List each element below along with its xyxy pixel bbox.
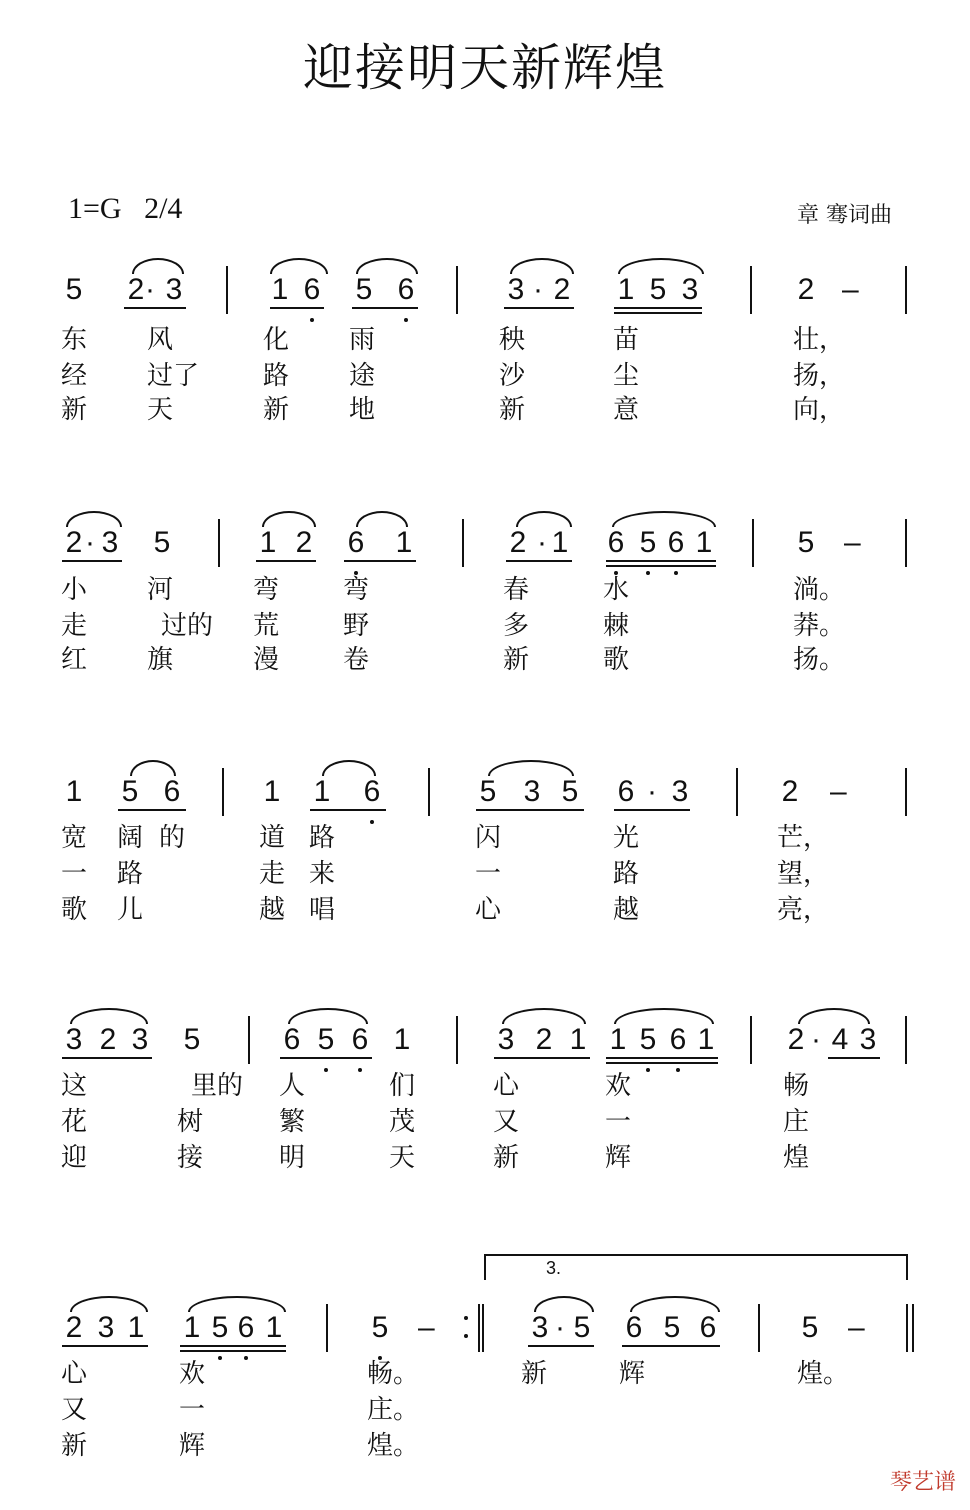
- note: 3: [681, 273, 699, 306]
- underline: [256, 560, 316, 562]
- underline: [614, 307, 702, 309]
- key-signature: [68, 192, 182, 226]
- note: ·: [555, 1311, 565, 1344]
- underline: [606, 1062, 718, 1064]
- note: 5: [639, 1023, 657, 1056]
- slur: [70, 1008, 148, 1024]
- note: 5: [649, 273, 667, 306]
- slur: [630, 1296, 720, 1312]
- lyric: 走: [61, 611, 88, 641]
- lyric: 辉: [179, 1431, 206, 1461]
- note: 2: [553, 273, 571, 306]
- note: 1: [617, 273, 635, 306]
- lyric: 河: [147, 575, 174, 605]
- lyric: 走: [259, 859, 286, 889]
- underline: [124, 307, 186, 309]
- lyric: 壮，: [793, 325, 846, 355]
- note: 1: [313, 775, 331, 808]
- note: 6: [669, 1023, 687, 1056]
- underline: [622, 1345, 720, 1347]
- note: 1: [183, 1311, 201, 1344]
- note: 2: [509, 526, 527, 559]
- slur: [488, 760, 574, 776]
- barline: [906, 1304, 908, 1352]
- lyric: 心: [475, 895, 502, 925]
- barline: [478, 1304, 480, 1352]
- note: 6: [351, 1023, 369, 1056]
- ending-label: 3.: [546, 1258, 562, 1278]
- note: 2: [65, 1311, 83, 1344]
- slur: [132, 258, 184, 274]
- lyric: 这: [61, 1071, 88, 1101]
- lyric: 们: [389, 1071, 416, 1101]
- lyric: 沙: [499, 361, 526, 391]
- note: 6: [283, 1023, 301, 1056]
- underline: [504, 307, 574, 309]
- lyric: 弯: [343, 575, 370, 605]
- lyric: 风: [147, 325, 174, 355]
- underline: [352, 307, 418, 309]
- note: 6: [617, 775, 635, 808]
- lyric: 过的: [161, 611, 214, 641]
- key-label: 1=G: [68, 192, 122, 225]
- lyric: 经: [61, 361, 88, 391]
- barline: [905, 519, 907, 567]
- lyric: 荒: [253, 611, 280, 641]
- note: 1: [127, 1311, 145, 1344]
- barline: [912, 1304, 914, 1352]
- song-title: 迎接明天新辉煌: [303, 39, 667, 97]
- note: ·: [145, 273, 155, 306]
- note: 1: [551, 526, 569, 559]
- lyric: 茂: [389, 1107, 416, 1137]
- barline: [758, 1304, 760, 1352]
- lyric: 里的: [191, 1071, 244, 1101]
- barline: [326, 1304, 328, 1352]
- dash: –: [830, 775, 847, 808]
- lyric: 尘: [613, 361, 640, 391]
- lyric: 畅: [783, 1071, 810, 1101]
- octave-dot: [370, 820, 374, 824]
- underline: [180, 1345, 286, 1347]
- underline: [614, 312, 702, 314]
- note: 5: [317, 1023, 335, 1056]
- lyric: 天: [389, 1143, 416, 1173]
- octave-dot: [218, 1356, 222, 1360]
- underline: [270, 307, 324, 309]
- slur: [356, 258, 418, 274]
- lyric: 接: [177, 1143, 204, 1173]
- lyric: 淌。: [793, 575, 846, 605]
- underline: [606, 565, 716, 567]
- note: 2: [295, 526, 313, 559]
- note: 5: [663, 1311, 681, 1344]
- note: 1: [271, 273, 289, 306]
- lyric: 煌。: [367, 1431, 420, 1461]
- lyric: 一: [475, 859, 502, 889]
- volta-bracket: [484, 1254, 908, 1280]
- slur: [618, 258, 704, 274]
- octave-dot: [464, 1316, 468, 1320]
- note: 4: [831, 1023, 849, 1056]
- slur: [70, 1296, 148, 1312]
- watermark-logo: 琴艺谱: [889, 1470, 956, 1495]
- note: 3: [131, 1023, 149, 1056]
- lyric: 路: [613, 859, 640, 889]
- note: 1: [393, 1023, 411, 1056]
- note: 1: [263, 775, 281, 808]
- underline: [494, 1057, 590, 1059]
- note: 1: [695, 526, 713, 559]
- lyric: 唱: [309, 895, 336, 925]
- lyric: 红: [61, 645, 88, 675]
- lyric: 卷: [343, 645, 370, 675]
- dash: –: [848, 1311, 865, 1344]
- note: 3: [507, 273, 525, 306]
- lyric: 又: [61, 1395, 88, 1425]
- lyric: 辉: [605, 1143, 632, 1173]
- slur: [612, 511, 716, 527]
- lyric: 歌: [603, 645, 630, 675]
- underline: [344, 560, 416, 562]
- barline: [222, 768, 224, 816]
- underline: [280, 1057, 372, 1059]
- underline: [118, 809, 186, 811]
- octave-dot: [674, 571, 678, 575]
- lyric: 越: [259, 895, 286, 925]
- note: 1: [265, 1311, 283, 1344]
- lyric: 心: [493, 1071, 520, 1101]
- underline: [62, 1057, 152, 1059]
- lyric: 春: [503, 575, 530, 605]
- note: 6: [237, 1311, 255, 1344]
- lyric: 过了: [147, 361, 200, 391]
- lyric: 迎: [61, 1143, 88, 1173]
- note: 5: [371, 1311, 389, 1344]
- note: 6: [397, 273, 415, 306]
- barline: [456, 266, 458, 314]
- lyric: 欢: [179, 1359, 206, 1389]
- note: 3: [101, 526, 119, 559]
- lyric: 闪: [475, 823, 502, 853]
- note: 5: [65, 273, 83, 306]
- note: 2: [781, 775, 799, 808]
- lyric: 意: [613, 395, 640, 425]
- note: ·: [537, 526, 547, 559]
- note: 3: [97, 1311, 115, 1344]
- lyric: 望，: [777, 859, 830, 889]
- lyric: 欢: [605, 1071, 632, 1101]
- note: 5: [355, 273, 373, 306]
- lyric: 天: [147, 395, 174, 425]
- barline: [456, 1016, 458, 1064]
- lyric: 一: [61, 859, 88, 889]
- note: ·: [811, 1023, 821, 1056]
- note: 1: [569, 1023, 587, 1056]
- slur: [534, 1296, 594, 1312]
- lyric: 莽。: [793, 611, 846, 641]
- underline: [606, 560, 716, 562]
- slur: [322, 760, 376, 776]
- note: 6: [699, 1311, 717, 1344]
- octave-dot: [646, 1068, 650, 1072]
- lyric: 芒，: [777, 823, 830, 853]
- barline: [218, 519, 220, 567]
- lyric: 树: [177, 1107, 204, 1137]
- lyric: 的: [159, 823, 186, 853]
- note: 6: [347, 526, 365, 559]
- lyric: 苗: [613, 325, 640, 355]
- slur: [502, 1008, 586, 1024]
- note: 1: [259, 526, 277, 559]
- slur: [130, 760, 176, 776]
- note: 1: [395, 526, 413, 559]
- note: 5: [479, 775, 497, 808]
- octave-dot: [324, 1068, 328, 1072]
- lyric: 阔: [117, 823, 144, 853]
- note: 3: [523, 775, 541, 808]
- lyric: 新: [499, 395, 526, 425]
- note: 1: [65, 775, 83, 808]
- lyric: 心: [61, 1359, 88, 1389]
- octave-dot: [646, 571, 650, 575]
- note: 3: [859, 1023, 877, 1056]
- underline: [828, 1057, 880, 1059]
- octave-dot: [310, 318, 314, 322]
- dash: –: [418, 1311, 435, 1344]
- lyric: 新: [61, 1431, 88, 1461]
- octave-dot: [676, 1068, 680, 1072]
- lyric: 弯: [253, 575, 280, 605]
- note: 5: [801, 1311, 819, 1344]
- note: 2: [787, 1023, 805, 1056]
- note: 6: [303, 273, 321, 306]
- barline: [248, 1016, 250, 1064]
- lyric: 路: [117, 859, 144, 889]
- lyric: 煌。: [797, 1359, 850, 1389]
- lyric: 路: [263, 361, 290, 391]
- lyric: 东: [61, 325, 88, 355]
- lyric: 扬。: [793, 645, 846, 675]
- note: 5: [211, 1311, 229, 1344]
- note: 5: [121, 775, 139, 808]
- lyric: 亮，: [777, 895, 830, 925]
- note: 3: [531, 1311, 549, 1344]
- lyric: 光: [613, 823, 640, 853]
- note: 1: [609, 1023, 627, 1056]
- barline: [482, 1304, 484, 1352]
- barline: [226, 266, 228, 314]
- note: 6: [363, 775, 381, 808]
- note: 5: [561, 775, 579, 808]
- lyric: 新: [61, 395, 88, 425]
- lyric: 多: [503, 611, 530, 641]
- underline: [506, 560, 572, 562]
- note: 3: [671, 775, 689, 808]
- note: 3: [65, 1023, 83, 1056]
- barline: [905, 768, 907, 816]
- slur: [66, 511, 122, 527]
- lyric: 来: [309, 859, 336, 889]
- lyric: 新: [263, 395, 290, 425]
- lyric: 新: [493, 1143, 520, 1173]
- lyric: 儿: [117, 895, 144, 925]
- lyric: 一: [605, 1107, 632, 1137]
- slur: [288, 1008, 368, 1024]
- lyric: 地: [349, 395, 376, 425]
- lyric: 旗: [147, 645, 174, 675]
- slur: [270, 258, 328, 274]
- lyric: 一: [179, 1395, 206, 1425]
- slur: [510, 258, 574, 274]
- note: 2: [797, 273, 815, 306]
- lyric: 明: [279, 1143, 306, 1173]
- lyric: 辉: [619, 1359, 646, 1389]
- lyric: 野: [343, 611, 370, 641]
- note: 2: [99, 1023, 117, 1056]
- lyric: 雨: [349, 325, 376, 355]
- underline: [310, 809, 386, 811]
- barline: [462, 519, 464, 567]
- barline: [752, 519, 754, 567]
- author-credit: 章 骞词曲: [797, 203, 892, 228]
- barline: [750, 1016, 752, 1064]
- lyric: 道: [259, 823, 286, 853]
- barline: [736, 768, 738, 816]
- slur: [798, 1008, 870, 1024]
- note: 5: [797, 526, 815, 559]
- lyric: 新: [521, 1359, 548, 1389]
- note: 6: [625, 1311, 643, 1344]
- lyric: 花: [61, 1107, 88, 1137]
- note: ·: [85, 526, 95, 559]
- lyric: 途: [349, 361, 376, 391]
- underline: [528, 1345, 594, 1347]
- lyric: 扬，: [793, 361, 846, 391]
- underline: [62, 560, 122, 562]
- lyric: 水: [603, 575, 630, 605]
- lyric: 小: [61, 575, 88, 605]
- barline: [750, 266, 752, 314]
- lyric: 新: [503, 645, 530, 675]
- slur: [614, 1008, 714, 1024]
- note: 6: [667, 526, 685, 559]
- underline: [180, 1350, 286, 1352]
- note: 6: [607, 526, 625, 559]
- lyric: 畅。: [367, 1359, 420, 1389]
- octave-dot: [464, 1334, 468, 1338]
- underline: [62, 1345, 148, 1347]
- octave-dot: [244, 1356, 248, 1360]
- slur: [516, 511, 572, 527]
- lyric: 煌: [783, 1143, 810, 1173]
- barline: [905, 266, 907, 314]
- note: 2: [535, 1023, 553, 1056]
- lyric: 人: [279, 1071, 306, 1101]
- note: 1: [697, 1023, 715, 1056]
- dash: –: [844, 526, 861, 559]
- note: 2: [65, 526, 83, 559]
- meter-label: 2/4: [144, 192, 183, 225]
- barline: [428, 768, 430, 816]
- note: 5: [153, 526, 171, 559]
- lyric: 化: [263, 325, 290, 355]
- slur: [188, 1296, 286, 1312]
- note: 5: [639, 526, 657, 559]
- lyric: 路: [309, 823, 336, 853]
- lyric: 庄。: [367, 1395, 420, 1425]
- underline: [476, 809, 584, 811]
- lyric: 又: [493, 1107, 520, 1137]
- lyric: 漫: [253, 645, 280, 675]
- barline: [905, 1016, 907, 1064]
- underline: [606, 1057, 718, 1059]
- lyric: 庄: [783, 1107, 810, 1137]
- note: 6: [163, 775, 181, 808]
- lyric: 繁: [279, 1107, 306, 1137]
- lyric: 向，: [793, 395, 846, 425]
- lyric: 棘: [603, 611, 630, 641]
- underline: [614, 809, 690, 811]
- slur: [356, 511, 408, 527]
- octave-dot: [358, 1068, 362, 1072]
- note: 5: [573, 1311, 591, 1344]
- lyric: 秧: [499, 325, 526, 355]
- note: 5: [183, 1023, 201, 1056]
- octave-dot: [404, 318, 408, 322]
- dash: –: [842, 273, 859, 306]
- note: 3: [497, 1023, 515, 1056]
- note: ·: [533, 273, 543, 306]
- note: ·: [647, 775, 657, 808]
- lyric: 宽: [61, 823, 88, 853]
- lyric: 越: [613, 895, 640, 925]
- note: 3: [165, 273, 183, 306]
- slur: [262, 511, 316, 527]
- lyric: 歌: [61, 895, 88, 925]
- note: 2: [127, 273, 145, 306]
